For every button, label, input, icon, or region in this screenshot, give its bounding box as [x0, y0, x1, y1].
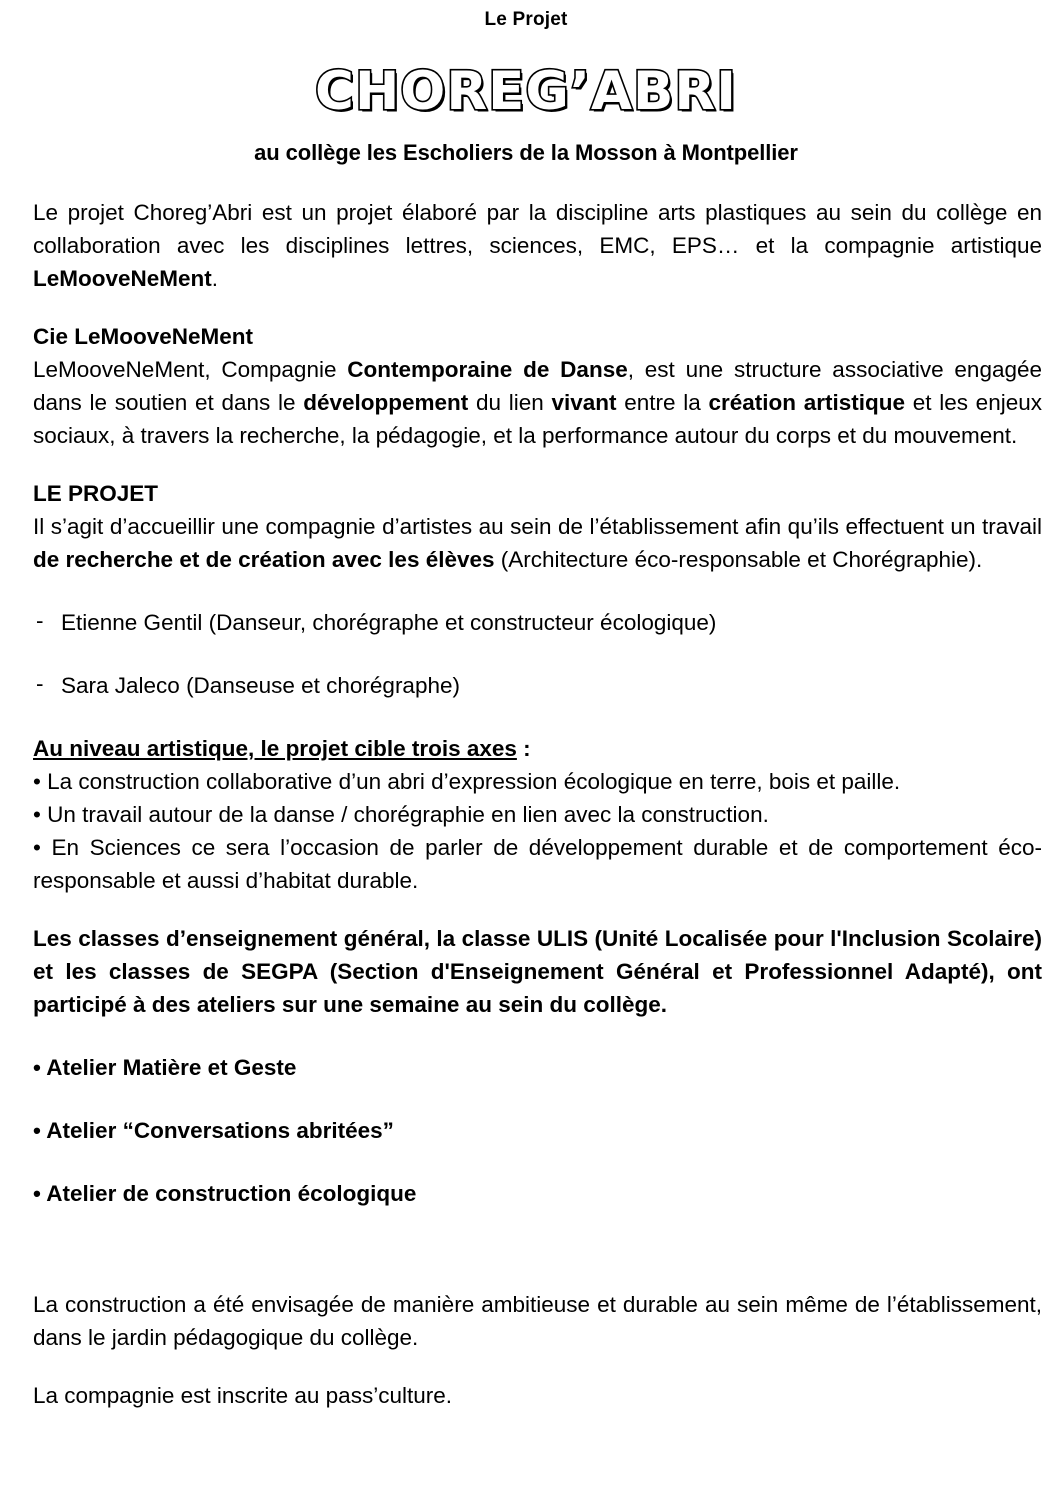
cie-text-1: LeMooveNeMent, Compagnie [33, 357, 348, 382]
cie-text-4: entre la [616, 390, 709, 415]
spacer [33, 1354, 1042, 1379]
intro-text-tail: . [211, 266, 219, 291]
axis-text-2: En Sciences ce sera l’occasion de parler de développement durable et de comportement éco-responsable et aussi d’habitat durable. [33, 835, 1042, 893]
atelier-item: • Atelier Matière et Geste [33, 1055, 297, 1080]
spacer [33, 897, 1042, 922]
section-heading-cie: Cie LeMooveNeMent [33, 324, 254, 349]
person-name-1: Sara Jaleco (Danseuse et chorégraphe) [61, 673, 460, 698]
cie-text-3: du lien [468, 390, 552, 415]
classes-paragraph: Les classes d’enseignement général, la classe ULIS (Unité Localisée pour l'Inclusion Scolaire) et les classes de SEGPA (Section d'Enseignement Général et Professionnel Adapté), ont participé à des ateliers sur une semaine au sein du collège. [33, 926, 1042, 1017]
axes-heading-underlined: Au niveau artistique, le projet cible trois axes [33, 736, 517, 761]
spacer [33, 452, 1042, 477]
list-item [36, 606, 1042, 639]
spacer [33, 1084, 1042, 1114]
cie-text-2: , est une structure associative engagée dans le soutien et dans le [33, 357, 1043, 415]
section-heading-projet: LE PROJET [33, 481, 159, 506]
spacer [33, 702, 1042, 732]
spacer [33, 295, 1042, 320]
projet-paragraph [33, 510, 1042, 576]
spacer [33, 1147, 1042, 1177]
axes-heading-colon: : [516, 736, 531, 761]
closing-paragraph-2: La compagnie est inscrite au pass’culture. [33, 1383, 452, 1408]
spacer [33, 639, 1042, 669]
page-title: CHOREG’ABRI [315, 61, 737, 122]
closing-paragraph-1: La construction a été envisagée de manière ambitieuse et durable au sein même de l’établissement, dans le jardin pédagogique du collège. [33, 1292, 1042, 1350]
list-item [33, 831, 1042, 897]
dash-bullet-icon: - [36, 671, 44, 696]
spacer [33, 1210, 1042, 1288]
spacer [33, 166, 1042, 196]
axis-text-0: La construction collaborative d’un abri d’expression écologique en terre, bois et paille. [47, 769, 901, 794]
cie-text-5: et les enjeux sociaux, à travers la recherche, la pédagogie, et la performance autour du corps et du mouvement. [33, 390, 1042, 448]
projet-bold-1: de recherche et de création avec les élèves [33, 547, 495, 572]
cie-bold-4: création artistique [708, 390, 905, 415]
atelier-item: • Atelier “Conversations abritées” [33, 1118, 394, 1143]
bullet-icon: • [33, 835, 41, 860]
intro-text-lead: Le projet Choreg’Abri est un projet élaboré par la discipline arts plastiques au sein du collège en collaboration avec les disciplines lettres, sciences, EMC, EPS… et la compagnie artistique [33, 200, 1042, 258]
section-heading-axes [33, 732, 1042, 765]
dash-bullet-icon: - [36, 608, 44, 633]
spacer [33, 1021, 1042, 1051]
cie-bold-1: Contemporaine de Danse [347, 357, 628, 382]
page-kicker: Le Projet [484, 9, 568, 30]
cie-bold-3: vivant [551, 390, 617, 415]
projet-text-1: Il s’agit d’accueillir une compagnie d’artistes au sein de l’établissement afin qu’ils effectuent un travail [33, 514, 1042, 539]
cie-paragraph [33, 353, 1042, 452]
cie-bold-2: développement [303, 390, 469, 415]
projet-text-2: (Architecture éco-responsable et Chorégraphie). [494, 547, 983, 572]
atelier-item: • Atelier de construction écologique [33, 1181, 417, 1206]
person-name-0: Etienne Gentil (Danseur, chorégraphe et constructeur écologique) [61, 610, 717, 635]
list-item [33, 765, 1042, 798]
bullet-icon: • [33, 769, 41, 794]
page-subtitle: au collège les Escholiers de la Mosson à Montpellier [254, 140, 798, 165]
spacer [33, 576, 1042, 606]
bullet-icon: • [33, 802, 41, 827]
intro-company-name: LeMooveNeMent [33, 266, 212, 291]
intro-paragraph [33, 196, 1042, 295]
axis-text-1: Un travail autour de la danse / chorégraphie en lien avec la construction. [47, 802, 769, 827]
list-item [36, 669, 1042, 702]
list-item [33, 798, 1042, 831]
document-page [0, 9, 1052, 1495]
